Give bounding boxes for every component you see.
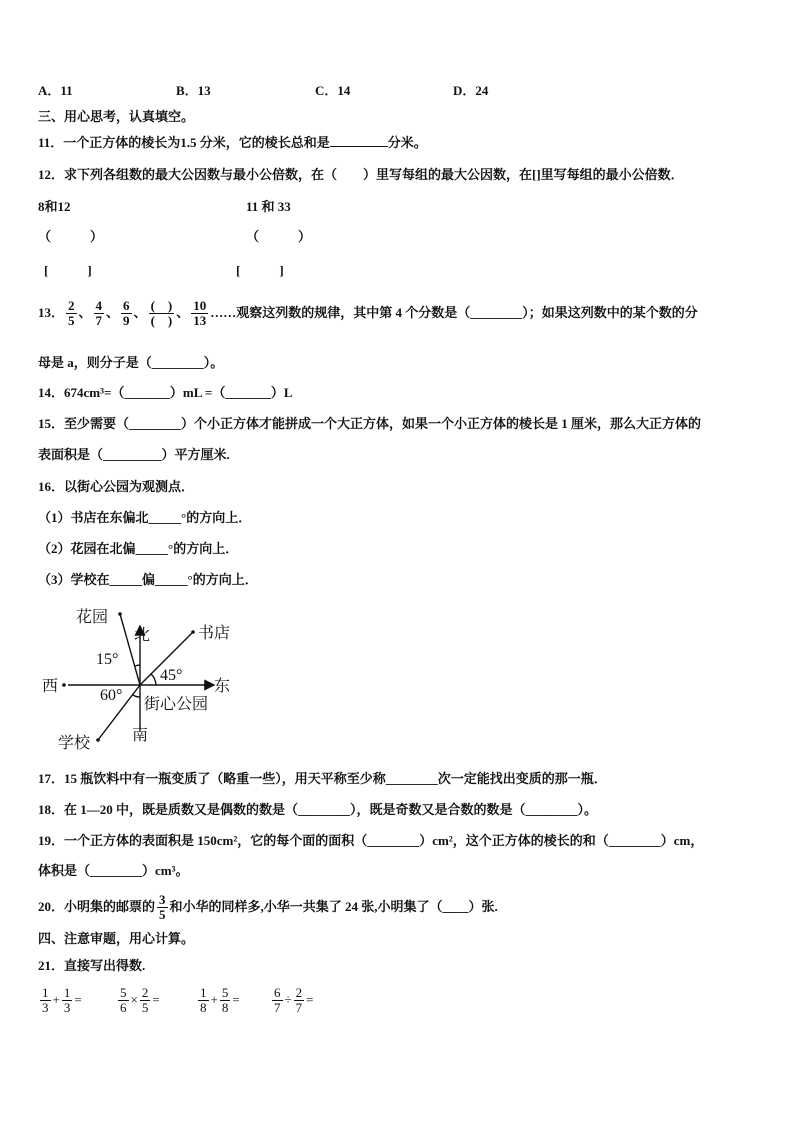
question-20 [38,890,498,924]
e4-b-num: 2 [295,984,303,1000]
q13-f1-num: 2 [68,297,75,313]
q13-f5-den: 13 [193,312,207,328]
question-15-line-2: 表面积是（_________）平方厘米. [38,447,230,462]
e3-op: + [210,992,218,1007]
q12-lcm-blank-1[interactable]: [ ] [44,263,92,278]
e1-a-den: 3 [42,999,49,1015]
e4-a-num: 6 [274,984,281,1000]
q13-sep-1: 、 [78,305,92,320]
q13-fraction-3 [121,299,132,328]
q13-f3-den: 9 [123,312,130,328]
label-west: 西 [42,678,59,695]
q13-fraction-1 [66,299,77,328]
question-21: 21．直接写出得数. [38,958,146,973]
q13-f2-num: 4 [95,297,103,313]
question-16: 16．以街心公园为观测点． [38,479,195,494]
q11-unit: 分米。 [387,135,427,150]
e4-a-den: 7 [274,999,281,1015]
label-park: 街心公园 [144,696,209,713]
q11-text: 11．一个正方体的棱长为1.5 分米，它的棱长总和是 [38,135,330,150]
e4-eq: = [306,992,314,1007]
label-bookstore: 书店 [198,625,231,642]
q12-gcd-blank-1[interactable]: （ ） [38,229,104,244]
question-14: 14．674cm³=（_______）mL =（_______）L [38,385,293,400]
e2-b-den: 5 [141,999,149,1015]
question-18: 18．在 1—20 中，既是质数又是偶数的数是（________），既是奇数又是合数的数是（________）。 [38,802,598,817]
direction-diagram [38,600,258,760]
q13-f4-num: ( ) [150,297,173,313]
q20-frac-den: 5 [159,906,166,922]
e1-eq: = [74,992,82,1007]
question-19-line-2: 体积是（________）cm³。 [38,863,189,878]
q13-f2-den: 7 [95,312,103,328]
e4-op: ÷ [284,992,292,1007]
q11-blank[interactable] [330,134,388,147]
e2-a-num: 5 [120,984,127,1000]
q21-expression-2 [116,984,160,1016]
question-15-line-1: 15．至少需要（________）个小正方体才能拼成一个大正方体，如果一个小正方体的棱长是 1 厘米，那么大正方体的 [38,416,702,431]
q13-sep-3: 、 [133,305,147,320]
question-13 [38,296,698,330]
question-12: 12．求下列各组数的最大公因数与最小公倍数，在（ ）里写每组的最大公因数，在[]里写每组的最小公倍数． [38,167,684,182]
q20-text-pre: 20．小明集的邮票的 [38,899,156,914]
e2-op: × [130,992,138,1007]
e2-b-num: 2 [141,984,149,1000]
q13-sep-2: 、 [106,305,120,320]
e1-b-num: 1 [63,984,71,1000]
q13-f4-den: ( ) [150,312,173,328]
q12-pair-1: 8和12 [38,199,71,214]
question-11 [38,134,427,152]
q12-pair-2: 11 和 33 [246,199,291,214]
q20-fraction [157,893,168,922]
q16-part-3: （3）学校在_____偏_____°的方向上． [38,572,258,587]
e3-eq: = [232,992,240,1007]
e3-a-num: 1 [200,984,207,1000]
q13-fraction-2 [94,299,105,328]
option-c: C．14 [315,83,351,98]
e4-b-den: 7 [295,999,303,1015]
e2-eq: = [152,992,160,1007]
west-dot [62,683,66,687]
label-garden: 花园 [76,609,109,626]
q13-sep-4: 、 [176,305,190,320]
angle-45-arc [151,674,156,685]
q13-fraction-5 [191,299,208,328]
section-4-heading: 四、注意审题，用心计算。 [38,931,195,946]
e3-b-den: 8 [221,999,229,1015]
label-east: 东 [214,678,231,695]
q12-lcm-blank-2[interactable]: [ ] [236,263,284,278]
school-dot [96,738,100,742]
label-school: 学校 [58,735,91,752]
label-north: 北 [134,627,151,644]
q21-expression-3 [196,984,240,1016]
q12-gcd-blank-2[interactable]: （ ） [246,229,312,244]
q20-text-post: 和小华的同样多,小华一共集了 24 张,小明集了（____）张. [169,899,498,914]
label-angle-60: 60° [100,687,123,704]
garden-dot [118,612,122,616]
e3-a-den: 8 [200,999,207,1015]
q13-f3-num: 6 [123,297,130,313]
option-a: A．11 [38,83,73,98]
angle-15-arc [135,665,140,666]
q13-number: 13． [38,305,65,320]
e2-a-den: 6 [120,999,127,1015]
q13-f1-den: 5 [68,312,75,328]
q13-f5-num: 10 [193,297,207,313]
q13-text: ……观察这列数的规律，其中第 4 个分数是（________）；如果这列数中的某个数的分 [210,305,698,320]
label-angle-15: 15° [96,651,119,668]
label-south: 南 [132,727,149,744]
q21-expression-1 [38,984,82,1016]
option-d: D．24 [453,83,489,98]
section-3-heading: 三、用心思考，认真填空。 [38,109,195,124]
q20-frac-num: 3 [159,891,166,907]
q21-expression-4 [270,984,313,1016]
q16-part-1: （1）书店在东偏北_____°的方向上． [38,510,252,525]
q13-line-2: 母是 a，则分子是（________）。 [38,355,224,370]
bookstore-dot [191,630,195,634]
e3-b-num: 5 [221,984,229,1000]
e1-a-num: 1 [42,984,49,1000]
question-17: 17．15 瓶饮料中有一瓶变质了（略重一些），用天平称至少称________次一定能找出变质的那一瓶． [38,771,607,786]
e1-op: + [52,992,60,1007]
question-19-line-1: 19．一个正方体的表面积是 150cm²，它的每个面的面积（________）cm²，这个正方体的棱长的和（________）cm， [38,833,704,848]
q13-fraction-blank[interactable] [149,299,175,328]
e1-b-den: 3 [63,999,71,1015]
angle-60-arc [133,695,140,697]
option-b: B．13 [176,83,211,98]
label-angle-45: 45° [160,667,183,684]
garden-ray [120,614,140,685]
q16-part-2: （2）花园在北偏_____°的方向上． [38,541,239,556]
